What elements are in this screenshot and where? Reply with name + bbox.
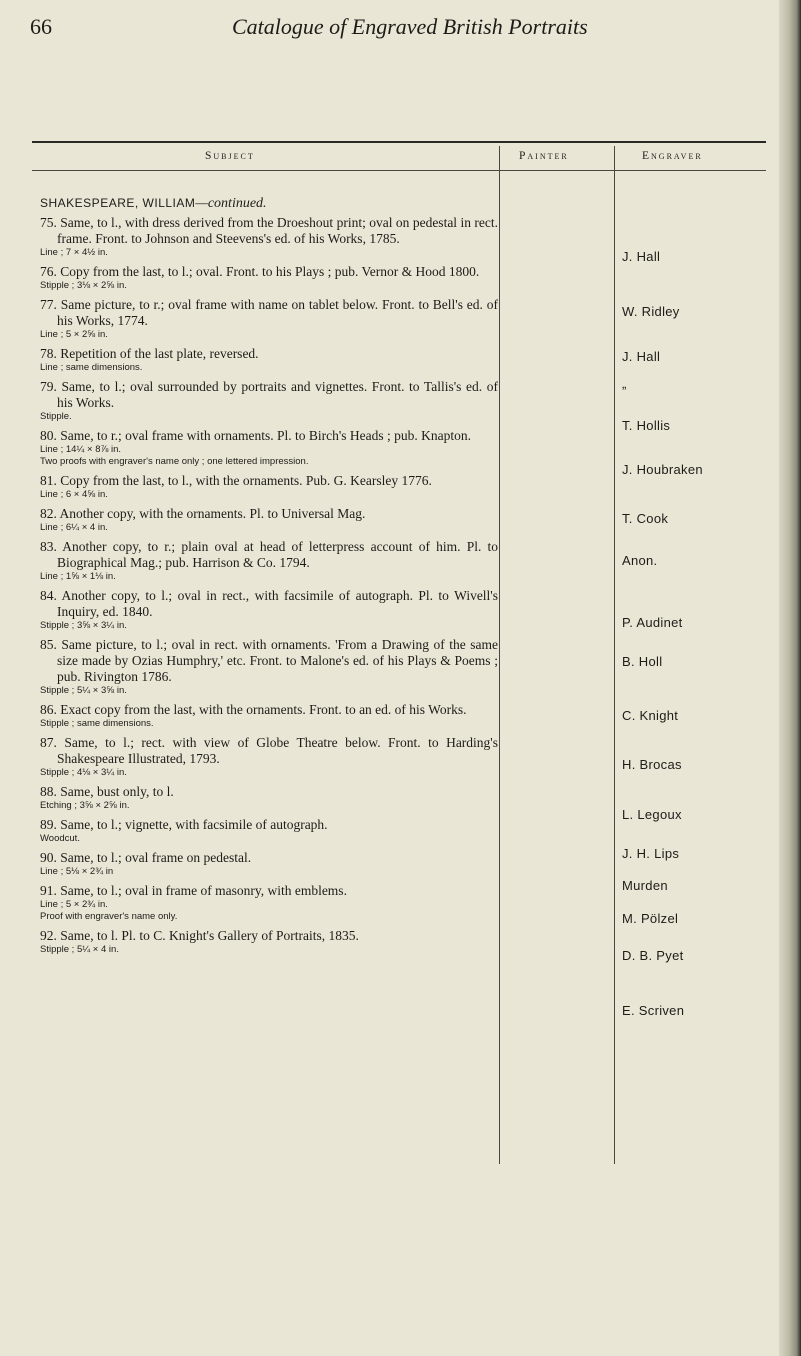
catalogue-entry [40, 506, 498, 534]
catalogue-entry [40, 264, 498, 292]
catalogue-entry [40, 817, 498, 845]
engraver-name: Anon. [622, 553, 658, 568]
catalogue-entry [40, 379, 498, 423]
section-continued: —continued. [195, 196, 267, 211]
engraver-name: D. B. Pyet [622, 948, 684, 963]
entry-medium-note: Proof with engraver's name only. [40, 911, 178, 922]
page-edge-shadow [779, 0, 801, 1356]
catalogue-entry [40, 702, 498, 730]
entry-medium-note: Line ; 5 × 2¾ in. [40, 899, 108, 910]
engraver-name: J. H. Lips [622, 846, 680, 861]
catalogue-entry [40, 928, 498, 956]
engraver-name: H. Brocas [622, 757, 682, 772]
running-title: Catalogue of Engraved British Portraits [232, 14, 588, 39]
entry-description: 78. Repetition of the last plate, reversed. [40, 346, 259, 361]
page-header [0, 14, 801, 54]
engraver-name: L. Legoux [622, 807, 682, 822]
entry-description: 90. Same, to l.; oval frame on pedestal. [40, 850, 252, 865]
engraver-name: C. Knight [622, 708, 679, 723]
entry-medium-note: Line ; 14¼ × 8⅞ in. [40, 444, 122, 455]
entry-description: 77. Same picture, to r.; oval frame with name on tablet below. Front. to Bell's ed. of his Works, 1774. [40, 297, 498, 328]
entry-description: 88. Same, bust only, to l. [40, 784, 174, 799]
engraver-name: J. Houbraken [622, 462, 703, 477]
entry-description: 84. Another copy, to l.; oval in rect., with facsimile of autograph. Pl. to Wivell's Inquiry, ed. 1840. [40, 588, 498, 619]
subject-column [40, 194, 498, 961]
entry-description: 85. Same picture, to l.; oval in rect. with ornaments. 'From a Drawing of the same size made by Ozias Humphry,' etc. Front. to Malone's ed. of his Plays & Poems ; pub. Rivington 1786. [40, 637, 498, 684]
entry-medium-note: Line ; 5⅛ × 2¾ in [40, 866, 114, 877]
catalogue-entry [40, 428, 498, 468]
entry-medium-note: Line ; 6 × 4⅝ in. [40, 489, 108, 500]
engraver-name: J. Hall [622, 349, 661, 364]
entry-description: 75. Same, to l., with dress derived from the Droeshout print; oval on pedestal in rect. frame. Front. to Johnson and Steevens's ed. of his Works, 1785. [40, 215, 498, 246]
engraver-name: T. Cook [622, 511, 669, 526]
entry-description: 89. Same, to l.; vignette, with facsimile of autograph. [40, 817, 328, 832]
engraver-name: Murden [622, 878, 668, 893]
entry-description: 86. Exact copy from the last, with the ornaments. Front. to an ed. of his Works. [40, 702, 467, 717]
catalogue-entry [40, 346, 498, 374]
entry-description: 87. Same, to l.; rect. with view of Globe Theatre below. Front. to Harding's Shakespeare Illustrated, 1793. [40, 735, 498, 766]
entry-medium-note: Stipple ; 3⅝ × 3¼ in. [40, 620, 127, 631]
entry-medium-note: Stipple ; 5¼ × 4 in. [40, 944, 119, 955]
engraver-name: J. Hall [622, 249, 661, 264]
column-header-engraver: Engraver [642, 150, 703, 162]
engraver-name: P. Audinet [622, 615, 683, 630]
entry-description: 81. Copy from the last, to l., with the ornaments. Pub. G. Kearsley 1776. [40, 473, 432, 488]
catalogue-entry [40, 539, 498, 583]
catalogue-entry [40, 883, 498, 923]
catalogue-entry [40, 637, 498, 697]
catalogue-entry [40, 784, 498, 812]
engraver-name: B. Holl [622, 654, 663, 669]
top-rule [32, 141, 766, 143]
column-divider-2 [614, 146, 615, 1164]
entry-description: 82. Another copy, with the ornaments. Pl. to Universal Mag. [40, 506, 366, 521]
entry-description: 76. Copy from the last, to l.; oval. Front. to his Plays ; pub. Vernor & Hood 1800. [40, 264, 480, 279]
entry-medium-note: Two proofs with engraver's name only ; one lettered impression. [40, 456, 309, 467]
entry-medium-note: Woodcut. [40, 833, 80, 844]
entry-description: 83. Another copy, to r.; plain oval at head of letterpress account of him. Pl. to Biographical Mag.; pub. Harrison & Co. 1794. [40, 539, 498, 570]
entry-medium-note: Line ; 7 × 4½ in. [40, 247, 108, 258]
entry-medium-note: Stipple ; 3⅛ × 2⅝ in. [40, 280, 127, 291]
column-header-painter: Painter [519, 150, 569, 162]
entry-description: 92. Same, to l. Pl. to C. Knight's Gallery of Portraits, 1835. [40, 928, 359, 943]
entry-description: 91. Same, to l.; oval in frame of masonry, with emblems. [40, 883, 347, 898]
entry-medium-note: Stipple. [40, 411, 72, 422]
entry-medium-note: Line ; 1⅝ × 1⅛ in. [40, 571, 116, 582]
page-number: 66 [30, 14, 52, 39]
entry-description: 79. Same, to l.; oval surrounded by portraits and vignettes. Front. to Tallis's ed. of his Works. [40, 379, 498, 410]
header-rule [32, 170, 766, 171]
entry-medium-note: Stipple ; 5¼ × 3⅝ in. [40, 685, 127, 696]
catalogue-entry [40, 215, 498, 259]
entry-medium-note: Stipple ; same dimensions. [40, 718, 154, 729]
engraver-name: E. Scriven [622, 1003, 685, 1018]
entry-medium-note: Line ; 5 × 2⅝ in. [40, 329, 108, 340]
catalogue-entry [40, 588, 498, 632]
catalogue-entry [40, 297, 498, 341]
catalogue-entry [40, 850, 498, 878]
engraver-name: W. Ridley [622, 304, 680, 319]
entry-medium-note: Stipple ; 4⅛ × 3¼ in. [40, 767, 127, 778]
entry-medium-note: Line ; same dimensions. [40, 362, 143, 373]
catalogue-entry [40, 473, 498, 501]
column-header-subject: Subject [205, 150, 255, 162]
section-name: SHAKESPEARE, WILLIAM [40, 196, 196, 210]
engraver-name: T. Hollis [622, 418, 671, 433]
entry-medium-note: Line ; 6¼ × 4 in. [40, 522, 108, 533]
section-heading [40, 194, 498, 213]
engraver-name: M. Pölzel [622, 911, 679, 926]
column-divider-1 [499, 146, 500, 1164]
catalogue-entry [40, 735, 498, 779]
entry-medium-note: Etching ; 3⅝ × 2⅝ in. [40, 800, 130, 811]
engraver-name: „ [622, 376, 627, 391]
entry-description: 80. Same, to r.; oval frame with ornaments. Pl. to Birch's Heads ; pub. Knapton. [40, 428, 471, 443]
